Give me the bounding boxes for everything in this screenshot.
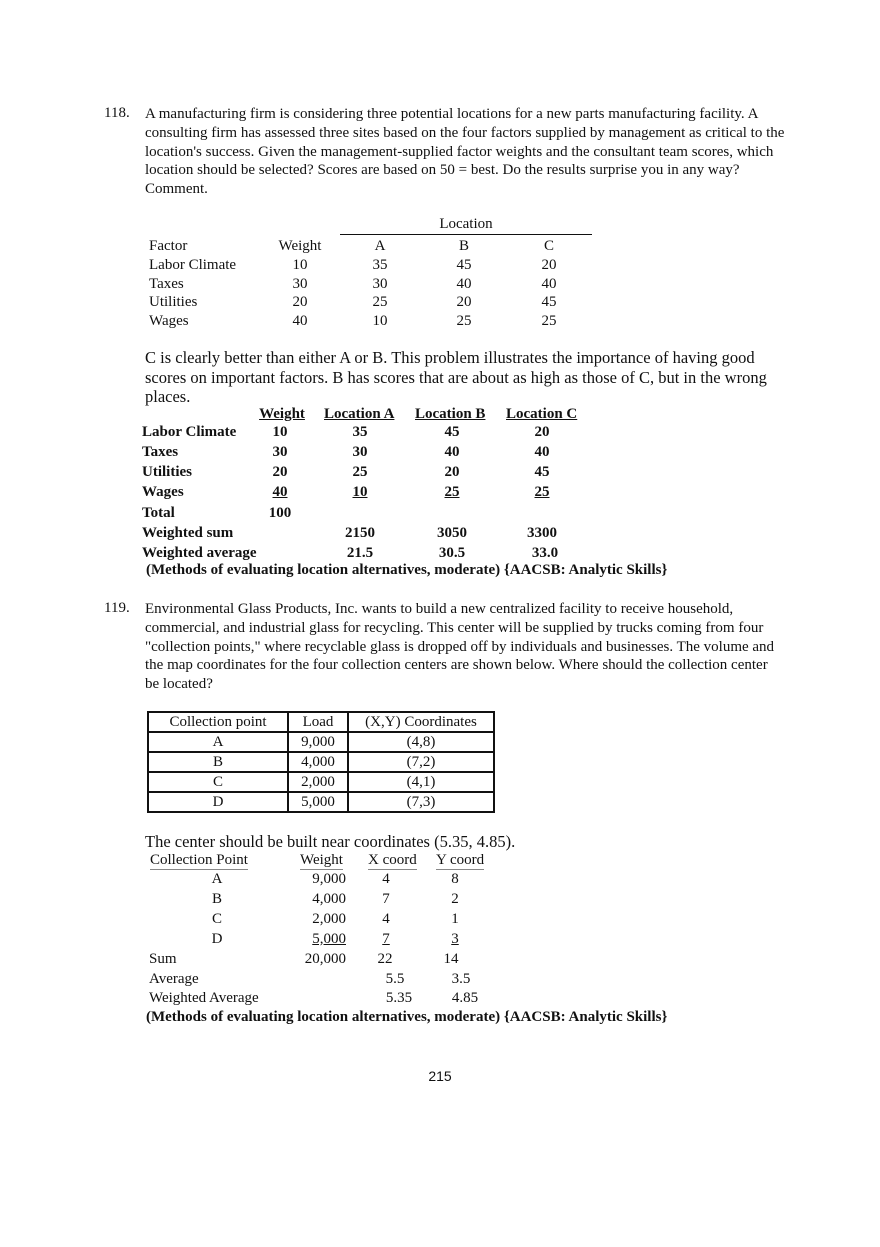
table-row <box>148 257 608 276</box>
y-cell: 2 <box>451 891 459 907</box>
location-c-header: Location C <box>506 406 578 422</box>
factor-cell: Labor Climate <box>142 424 237 440</box>
location-a-header: Location A <box>324 406 395 422</box>
weight-cell: 20 <box>292 294 308 310</box>
point-cell: D <box>148 792 288 812</box>
table-row <box>142 444 612 463</box>
factor-cell: Utilities <box>142 464 192 480</box>
score-cell: 40 <box>541 276 557 292</box>
sum-x: 22 <box>377 951 393 967</box>
weight-cell: 5,000 <box>312 931 346 947</box>
score-cell: 30 <box>352 444 368 460</box>
location-a-header: A <box>374 238 386 254</box>
weighted-average-label: Weighted Average <box>149 990 259 1006</box>
score-cell: 25 <box>352 464 368 480</box>
weight-cell: 4,000 <box>312 891 346 907</box>
point-cell: B <box>148 752 288 772</box>
table-row <box>142 424 612 443</box>
point-cell: B <box>211 891 222 907</box>
score-cell: 10 <box>352 484 368 500</box>
y-cell: 3 <box>451 931 459 947</box>
score-cell: 25 <box>541 313 557 329</box>
y-cell: 1 <box>451 911 459 927</box>
coordinates-cell: (7,3) <box>348 792 494 812</box>
weight-cell: 10 <box>292 257 308 273</box>
point-cell: A <box>148 732 288 752</box>
weight-header: Weight <box>259 406 305 422</box>
coordinates-cell: (4,1) <box>348 772 494 792</box>
y-cell: 8 <box>451 871 459 887</box>
total-value: 100 <box>268 505 292 521</box>
score-cell: 25 <box>456 313 472 329</box>
factor-cell: Taxes <box>142 444 179 460</box>
total-row <box>142 505 612 524</box>
collection-point-header: Collection point <box>148 712 288 732</box>
score-cell: 25 <box>534 484 550 500</box>
x-coord-header: X coord <box>368 852 417 868</box>
question-text-119: Environmental Glass Products, Inc. wants to build a new centralized facility to receive household, commercial, and industrial glass for recycling. This center will be supplied by trucks coming from four "collection points," where recyclable glass is dropped off by individuals and businesses. The volume and the map coordinates for the four collection centers are shown below. Where should the collection center be located? <box>145 601 775 693</box>
weighted-sum-label: Weighted sum <box>142 525 234 541</box>
table-row <box>142 484 612 503</box>
question-number-119: 119. <box>104 600 130 616</box>
x-cell: 4 <box>382 911 390 927</box>
sum-label: Sum <box>149 951 177 967</box>
average-label: Average <box>149 971 199 987</box>
answer-text-119: The center should be built near coordinates (5.35, 4.85). <box>145 832 516 851</box>
table-row <box>148 294 608 313</box>
score-cell: 45 <box>456 257 472 273</box>
score-cell: 20 <box>534 424 550 440</box>
coordinates-cell: (4,8) <box>348 732 494 752</box>
location-group-header: Location <box>439 216 493 232</box>
coordinates-cell: (7,2) <box>348 752 494 772</box>
score-cell: 25 <box>444 484 460 500</box>
weighted-sum-row <box>142 525 612 544</box>
load-cell: 2,000 <box>288 772 348 792</box>
average-row <box>148 971 508 990</box>
score-cell: 35 <box>352 424 368 440</box>
average-y: 3.5 <box>451 971 471 987</box>
sum-row <box>148 951 508 970</box>
factor-cell: Utilities <box>149 294 198 310</box>
table-row <box>148 276 608 295</box>
weighted-sum-b: 3050 <box>437 525 467 541</box>
load-cell: 9,000 <box>288 732 348 752</box>
weighted-average-a: 21.5 <box>346 545 374 561</box>
factor-table <box>148 216 608 336</box>
x-cell: 7 <box>382 891 390 907</box>
sum-y: 14 <box>443 951 459 967</box>
x-cell: 7 <box>382 931 390 947</box>
score-cell: 45 <box>541 294 557 310</box>
y-coord-header: Y coord <box>436 852 485 868</box>
table-row <box>148 752 494 772</box>
score-cell: 20 <box>541 257 557 273</box>
table-row <box>148 772 494 792</box>
collection-point-header: Collection Point <box>150 852 248 868</box>
weighted-score-table <box>142 406 612 566</box>
weighted-average-b: 30.5 <box>438 545 466 561</box>
table-row <box>148 313 608 332</box>
score-cell: 45 <box>534 464 550 480</box>
score-cell: 40 <box>444 444 460 460</box>
page-number: 215 <box>428 1068 452 1084</box>
factor-cell: Wages <box>149 313 189 329</box>
factor-cell: Wages <box>142 484 184 500</box>
weight-header: Weight <box>300 852 343 868</box>
location-c-header: C <box>543 238 554 254</box>
solution-header <box>148 852 508 871</box>
load-header: Load <box>288 712 348 732</box>
score-cell: 40 <box>534 444 550 460</box>
table-row <box>148 871 508 890</box>
weighted-average-c: 33.0 <box>531 545 559 561</box>
table-row <box>148 732 494 752</box>
average-x: 5.5 <box>385 971 405 987</box>
point-cell: D <box>211 931 223 947</box>
weighted-average-y: 4.85 <box>451 990 479 1006</box>
score-cell: 35 <box>372 257 388 273</box>
weight-cell: 9,000 <box>312 871 346 887</box>
x-cell: 4 <box>382 871 390 887</box>
weight-cell: 40 <box>292 313 308 329</box>
coordinates-header: (X,Y) Coordinates <box>348 712 494 732</box>
weighted-sum-a: 2150 <box>345 525 375 541</box>
weighted-average-label: Weighted average <box>142 545 257 561</box>
score-cell: 30 <box>372 276 388 292</box>
factor-table-header <box>148 238 608 257</box>
answer-text-118: C is clearly better than either A or B. This problem illustrates the importance of having good scores on important factors. B has scores that are about as high as those of C, but in the wrong places. <box>145 348 767 406</box>
weight-header: Weight <box>278 238 322 254</box>
question-meta-118: (Methods of evaluating location alternatives, moderate) {AACSB: Analytic Skills} <box>146 562 668 578</box>
weighted-sum-c: 3300 <box>527 525 557 541</box>
table-row <box>142 464 612 483</box>
weight-cell: 30 <box>272 444 288 460</box>
point-cell: C <box>148 772 288 792</box>
table-header-row <box>148 712 494 732</box>
score-cell: 40 <box>456 276 472 292</box>
location-b-header: Location B <box>415 406 486 422</box>
factor-cell: Labor Climate <box>149 257 237 273</box>
table-row <box>148 911 508 930</box>
weighted-average-x: 5.35 <box>385 990 413 1006</box>
center-of-gravity-table <box>148 852 508 1017</box>
solution-header <box>142 406 612 425</box>
weight-cell: 2,000 <box>312 911 346 927</box>
factor-header: Factor <box>149 238 188 254</box>
question-number-118: 118. <box>104 105 130 121</box>
weight-cell: 10 <box>272 424 288 440</box>
weight-cell: 30 <box>292 276 308 292</box>
weight-cell: 20 <box>272 464 288 480</box>
weight-cell: 40 <box>272 484 288 500</box>
table-row <box>148 891 508 910</box>
table-row <box>148 931 508 950</box>
question-meta-119: (Methods of evaluating location alternatives, moderate) {AACSB: Analytic Skills} <box>146 1009 668 1025</box>
sum-weight: 20,000 <box>304 951 346 967</box>
point-cell: C <box>211 911 222 927</box>
question-text-118: A manufacturing firm is considering three potential locations for a new parts manufacturing facility. A consulting firm has assessed three sites based on the four factors supplied by management as critical to the location's success. Given the management-supplied factor weights and the consultant team scores, which location should be selected? Scores are based on 50 = best. Do the results surprise you in any way? Comment. <box>145 106 785 198</box>
location-header-rule <box>340 234 592 235</box>
location-b-header: B <box>458 238 469 254</box>
collection-points-table <box>147 711 495 813</box>
score-cell: 20 <box>444 464 460 480</box>
factor-cell: Taxes <box>149 276 184 292</box>
score-cell: 10 <box>372 313 388 329</box>
score-cell: 20 <box>456 294 472 310</box>
score-cell: 45 <box>444 424 460 440</box>
table-row <box>148 792 494 812</box>
score-cell: 25 <box>372 294 388 310</box>
weighted-average-row <box>148 990 508 1009</box>
load-cell: 5,000 <box>288 792 348 812</box>
load-cell: 4,000 <box>288 752 348 772</box>
total-label: Total <box>142 505 175 521</box>
point-cell: A <box>211 871 223 887</box>
